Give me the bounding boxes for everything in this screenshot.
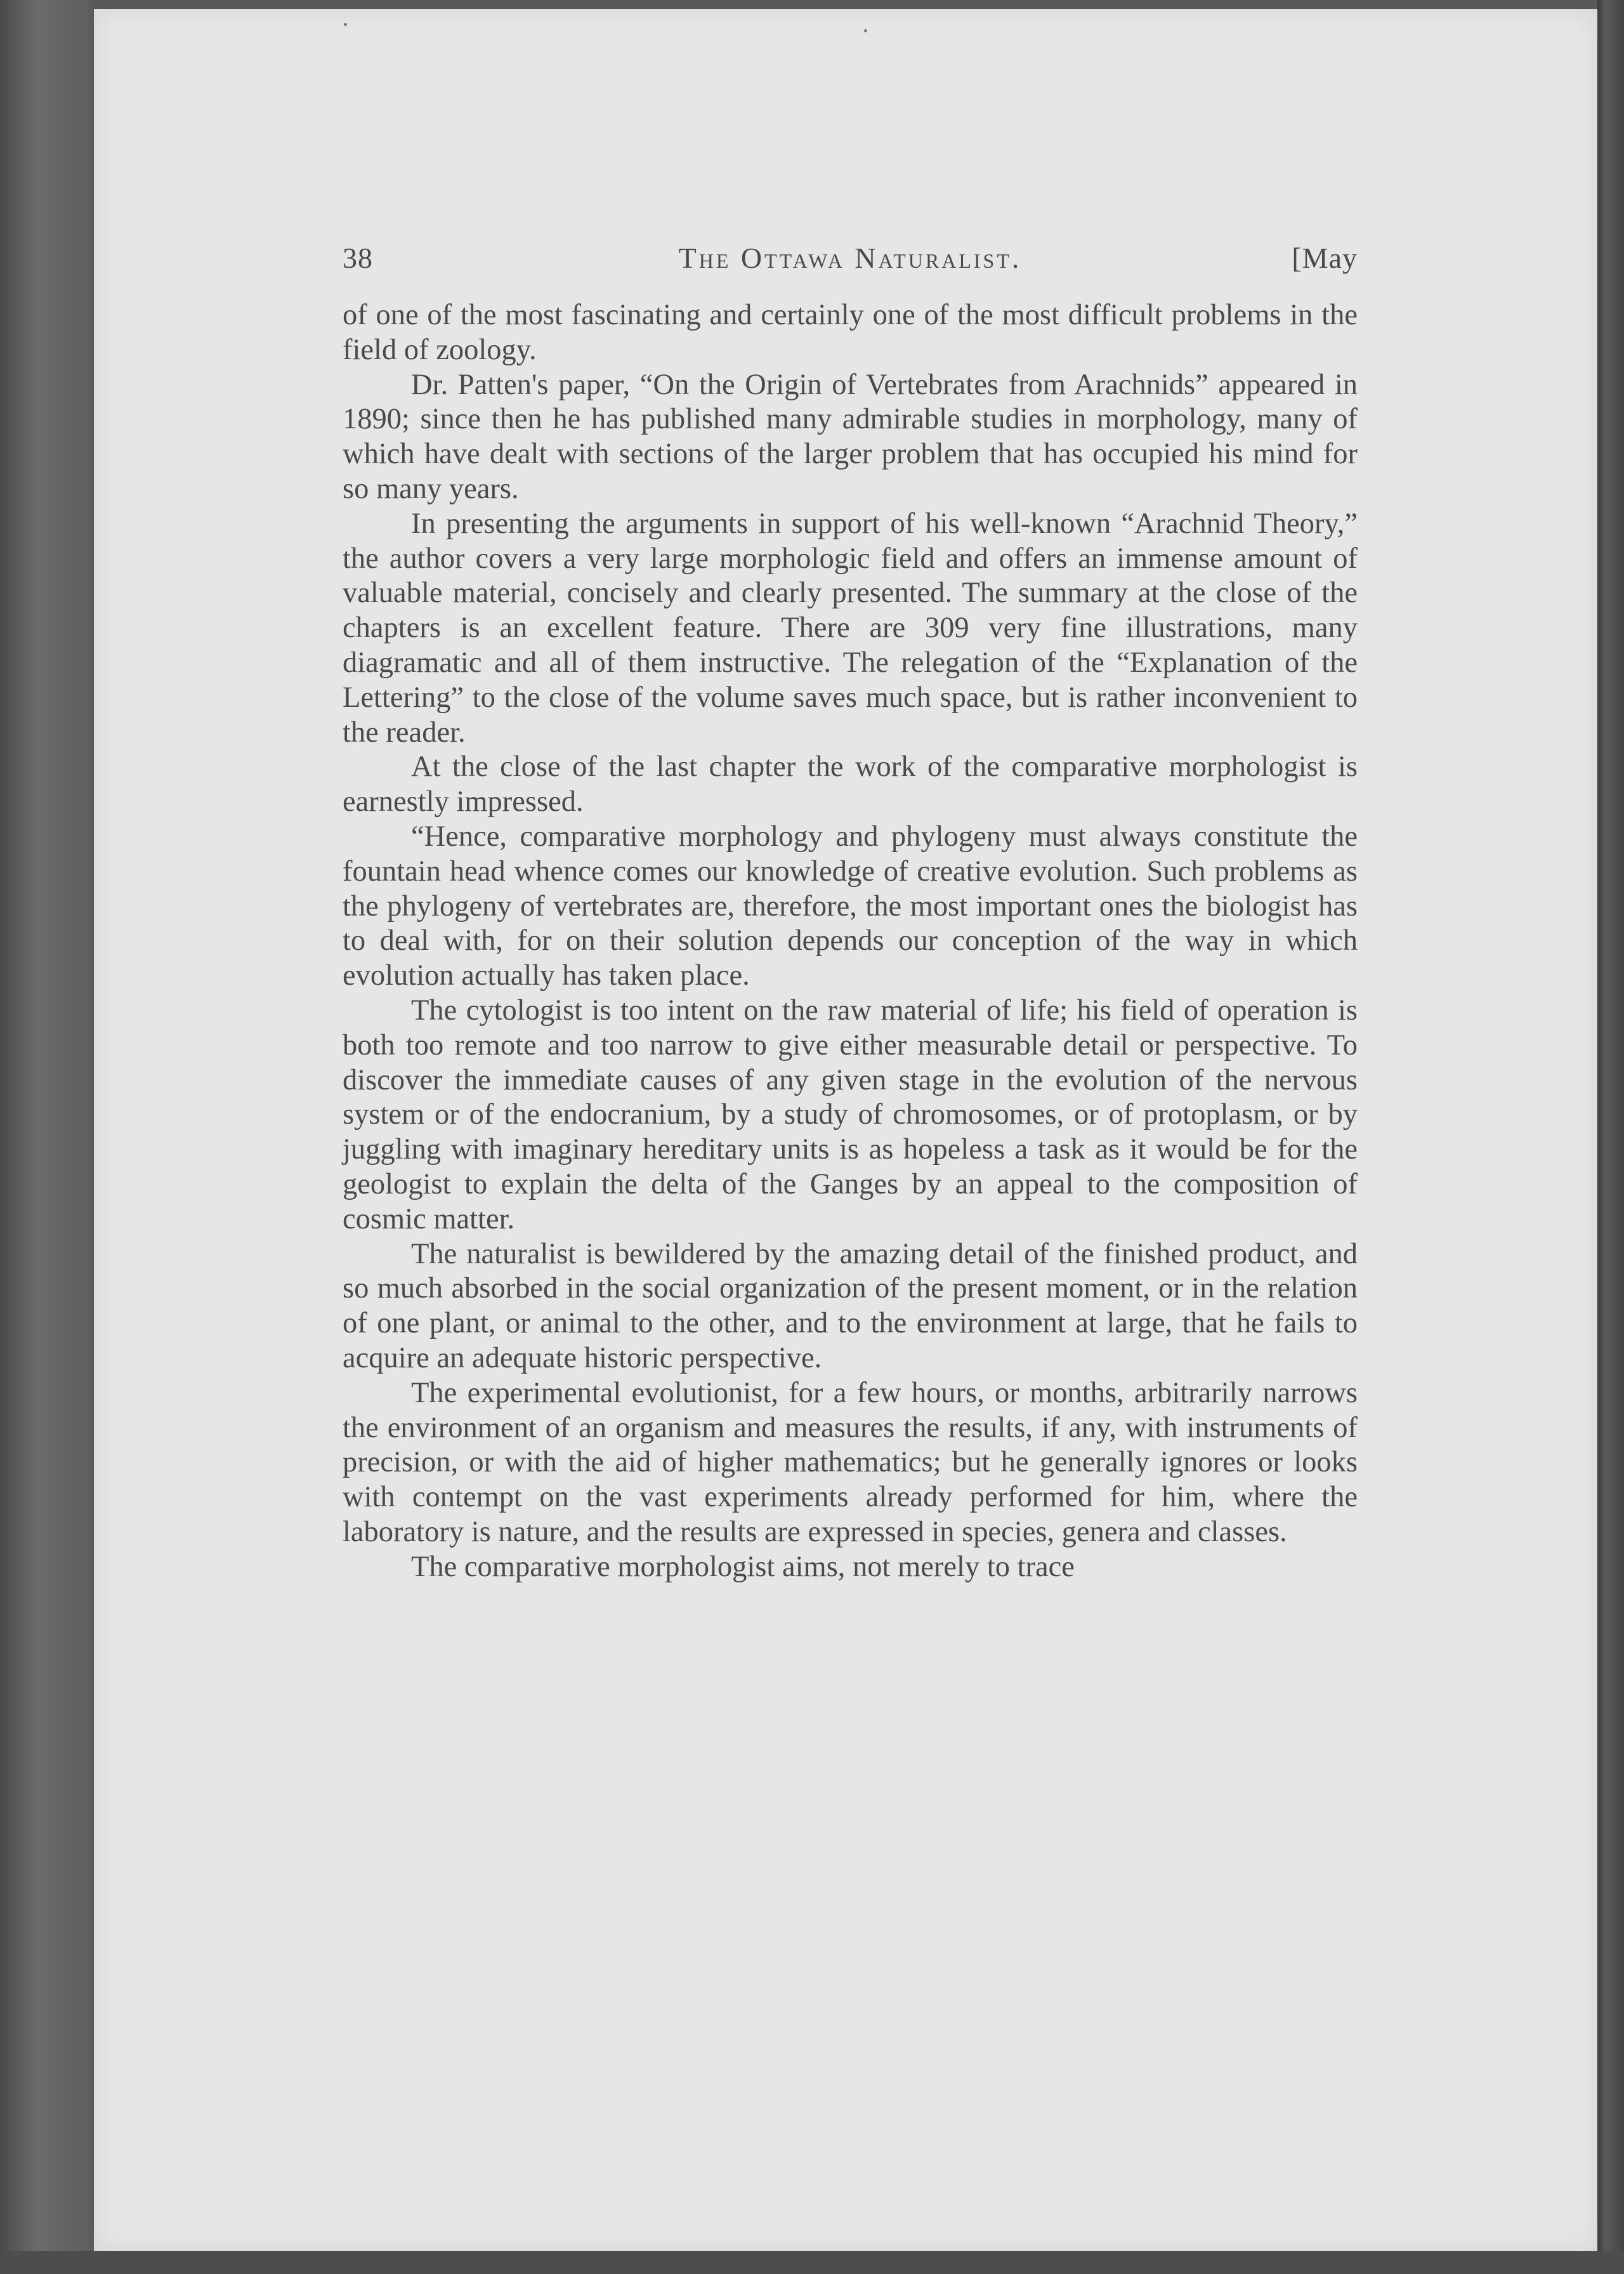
running-head bbox=[343, 241, 1358, 286]
journal-title: The Ottawa Naturalist. bbox=[678, 242, 1022, 274]
page-edge-bottom bbox=[0, 2251, 1624, 2274]
page-text bbox=[343, 241, 1358, 1584]
paragraph: of one of the most fascinating and certainly one of the most difficult problems in the field of zoology. bbox=[343, 299, 1358, 366]
paragraph: The cytologist is too intent on the raw material of life; his field of operation is both too remote and too narrow to give either measurable detail or perspective. To discover the immediate causes of any given stage in the evolution of the nervous system or of the endocranium, by a study of chromosomes, or of protoplasm, or by juggling with imaginary hereditary units is as hopeless a task as it would be for the geologist to explain the delta of the Ganges by an appeal to the composition of cosmic matter. bbox=[343, 994, 1358, 1235]
paragraph: The comparative morphologist aims, not merely to trace bbox=[411, 1550, 1075, 1583]
issue-month: [May bbox=[1292, 242, 1358, 274]
page-number: 38 bbox=[343, 242, 373, 274]
article-body bbox=[343, 298, 1358, 1584]
paragraph: Dr. Patten's paper, “On the Origin of Vertebrates from Arachnids” appeared in 1890; since then he has published many admirable studies in morphology, many of which have dealt with sections of the larger problem that has occupied his mind for so many years. bbox=[343, 368, 1358, 505]
speck bbox=[864, 29, 867, 32]
speck bbox=[344, 23, 347, 26]
paragraph: The experimental evolutionist, for a few hours, or months, arbitrarily narrows the environment of an organism and measures the results, if any, with instruments of precision, or with the aid of higher mathematics; but he generally ignores or looks with contempt on the vast experiments already performed for him, where the laboratory is nature, and the results are expressed in species, genera and classes. bbox=[343, 1376, 1358, 1548]
paragraph: At the close of the last chapter the work of the comparative morphologist is earnestly impressed. bbox=[343, 751, 1358, 818]
page-edge-right bbox=[1597, 0, 1624, 2274]
quoted-paragraph: “Hence, comparative morphology and phylogeny must always constitute the fountain head whence comes our knowledge of creative evolution. Such problems as the phylogeny of vertebrates are, therefore, the most important ones the biologist has to deal with, for on their solution depends our conception of the way in which evolution actually has taken place. bbox=[343, 820, 1358, 992]
paragraph: The naturalist is bewildered by the amazing detail of the finished product, and so much absorbed in the social organization of the present moment, or in the relation of one plant, or animal to the other, and to the environment at large, that he fails to acquire an adequate historic perspective. bbox=[343, 1237, 1358, 1374]
paragraph: In presenting the arguments in support of his well-known “Arachnid Theory,” the author covers a very large morphologic field and offers an immense amount of valuable material, concisely and clearly presented. The summary at the close of the chapters is an excellent feature. There are 309 very fine illustrations, many diagramatic and all of them instructive. The relegation of the “Explanation of the Lettering” to the close of the volume saves much space, but is rather inconvenient to the reader. bbox=[343, 507, 1358, 749]
